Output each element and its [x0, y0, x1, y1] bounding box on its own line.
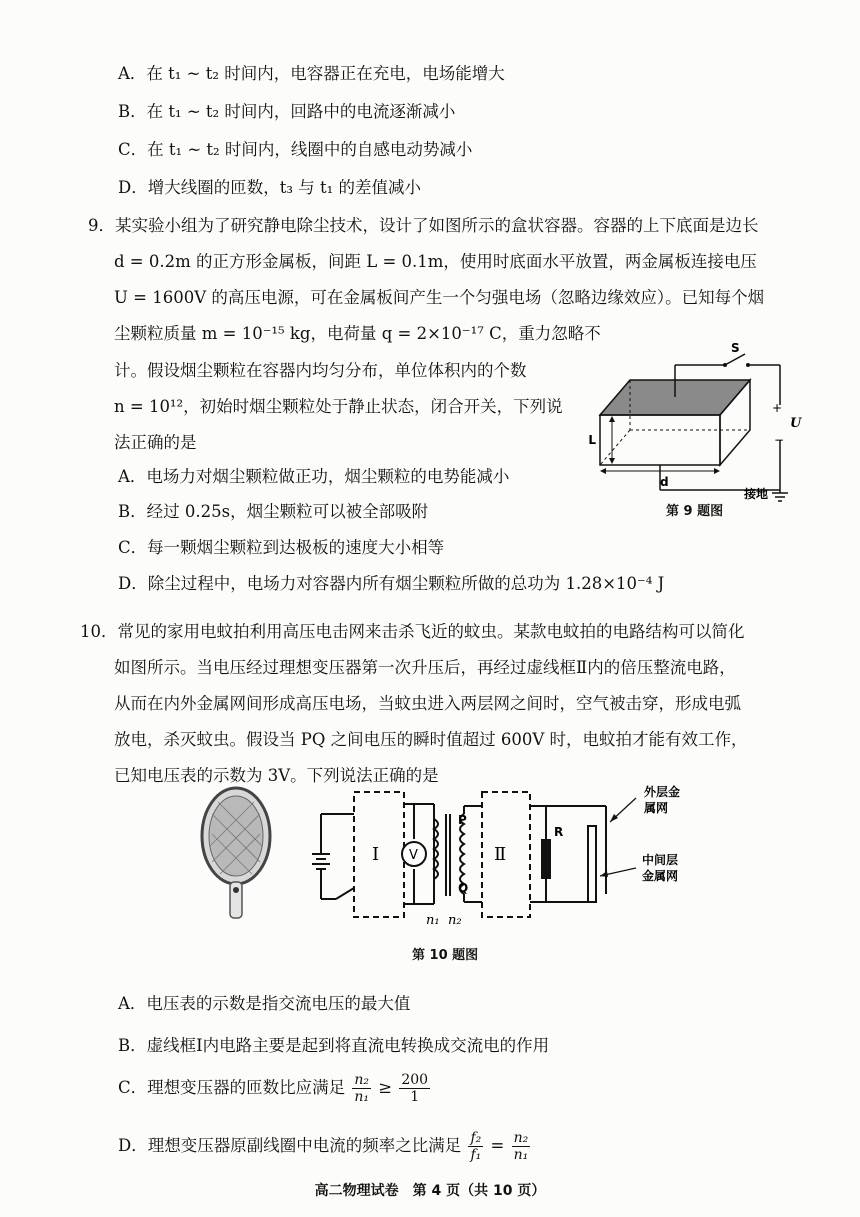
q10-figure-caption: 第 10 题图	[412, 948, 479, 963]
fraction-200-1: $\frac{200}{1}$	[401, 1072, 429, 1105]
q9-stem-line: d = 0.2m 的正方形金属板，间距 L = 0.1m，使用时底面水平放置，两金属板连接电压	[114, 252, 757, 271]
q10-stem-line: 从而在内外金属网间形成高压电场，当蚊虫进入两层网之间时，空气被击穿，形成电弧	[114, 694, 741, 713]
q10-option-d-text: D．理想变压器原副线圈中电流的频率之比满足	[118, 1136, 462, 1155]
label-plus: +	[772, 401, 783, 415]
label-mid-1: 中间层	[642, 853, 679, 867]
label-outer-1: 外层金	[644, 785, 681, 799]
relation-symbol: =	[490, 1136, 505, 1155]
q9-option-b: B．经过 0.25s，烟尘颗粒可以被全部吸附	[118, 502, 429, 521]
fraction-f2-f1: $\frac{\text{f₂}}{\text{f₁}}$	[470, 1130, 482, 1163]
racket-picture	[202, 788, 270, 918]
label-minus: −	[774, 433, 785, 447]
fraction-n2-n1: $\frac{\text{n₂}}{\text{n₁}}$	[513, 1130, 529, 1163]
q10-option-a: A．电压表的示数是指交流电压的最大值	[118, 994, 411, 1013]
fraction-n2-n1: $\frac{\text{n₂}}{\text{n₁}}$	[354, 1072, 370, 1105]
q9-stem-line: 法正确的是	[114, 433, 197, 452]
label-p: P	[458, 813, 467, 827]
label-v: V	[409, 848, 418, 863]
q10-option-d	[118, 1130, 532, 1163]
box-front	[600, 415, 720, 465]
page-footer: 高二物理试卷 第 4 页（共 10 页）	[314, 1183, 546, 1199]
relation-symbol: ≥	[378, 1078, 393, 1097]
q9-stem-line: n = 10¹²，初始时烟尘颗粒处于静止状态，闭合开关，下列说	[114, 397, 563, 416]
label-n2: n₂	[448, 913, 462, 928]
q9-stem-line: U = 1600V 的高压电源，可在金属板间产生一个匀强电场（忽略边缘效应）。已知每个烟	[114, 288, 765, 307]
resistor-r	[541, 839, 551, 879]
label-d: d	[660, 475, 669, 489]
label-mid-2: 金属网	[642, 869, 679, 883]
q10-option-c	[118, 1072, 432, 1105]
switch-blade	[725, 354, 745, 365]
q10-stem-line: 如图所示。当电压经过理想变压器第一次升压后，再经过虚线框Ⅱ内的倍压整流电路，	[114, 658, 736, 677]
label-r: R	[554, 825, 564, 839]
label-box-2: Ⅱ	[494, 844, 507, 865]
label-q: Q	[458, 881, 469, 895]
q10-stem-line: 放电，杀灭蚊虫。假设当 PQ 之间电压的瞬时值超过 600V 时，电蚊拍才能有效工作，	[114, 730, 748, 749]
q9-figure-caption: 第 9 题图	[666, 504, 724, 519]
label-s: S	[731, 341, 740, 355]
q10-figure	[196, 784, 736, 934]
q9-figure	[588, 340, 810, 520]
q8-option-b: B．在 t₁ ~ t₂ 时间内，回路中的电流逐渐减小	[118, 102, 456, 121]
q10-option-b: B．虚线框Ⅰ内电路主要是起到将直流电转换成交流电的作用	[118, 1036, 550, 1055]
q9-option-d: D．除尘过程中，电场力对容器内所有烟尘颗粒所做的总功为 1.28×10⁻⁴ J	[118, 574, 665, 593]
q9-option-c: C．每一颗烟尘颗粒到达极板的速度大小相等	[118, 538, 445, 557]
q10-option-c-text: C．理想变压器的匝数比应满足	[118, 1078, 346, 1097]
label-box-1: Ⅰ	[372, 844, 380, 865]
label-u: U	[790, 416, 802, 431]
label-outer-2: 属网	[644, 801, 669, 815]
q9-stem-line: 9．某实验小组为了研究静电除尘技术，设计了如图所示的盒状容器。容器的上下底面是边长	[88, 216, 759, 235]
outer-net	[588, 826, 596, 902]
q8-option-c: C．在 t₁ ~ t₂ 时间内，线圈中的自感电动势减小	[118, 140, 473, 159]
q10-stem-line: 已知电压表的示数为 3V。下列说法正确的是	[114, 766, 439, 785]
q9-stem-line: 计。假设烟尘颗粒在容器内均匀分布，单位体积内的个数	[114, 361, 527, 380]
q8-option-a: A．在 t₁ ~ t₂ 时间内，电容器正在充电，电场能增大	[118, 64, 505, 83]
q9-option-a: A．电场力对烟尘颗粒做正功，烟尘颗粒的电势能减小	[118, 467, 510, 486]
label-n1: n₁	[426, 913, 440, 928]
label-l: L	[588, 433, 596, 447]
q10-stem-line: 10．常见的家用电蚊拍利用高压电击网来击杀飞近的蚊虫。某款电蚊拍的电路结构可以简化	[80, 622, 745, 641]
q8-option-d: D．增大线圈的匝数，t₃ 与 t₁ 的差值减小	[118, 178, 421, 197]
label-ground: 接地	[744, 487, 769, 501]
q9-stem-line: 尘颗粒质量 m = 10⁻¹⁵ kg，电荷量 q = 2×10⁻¹⁷ C，重力忽略不	[114, 324, 601, 343]
